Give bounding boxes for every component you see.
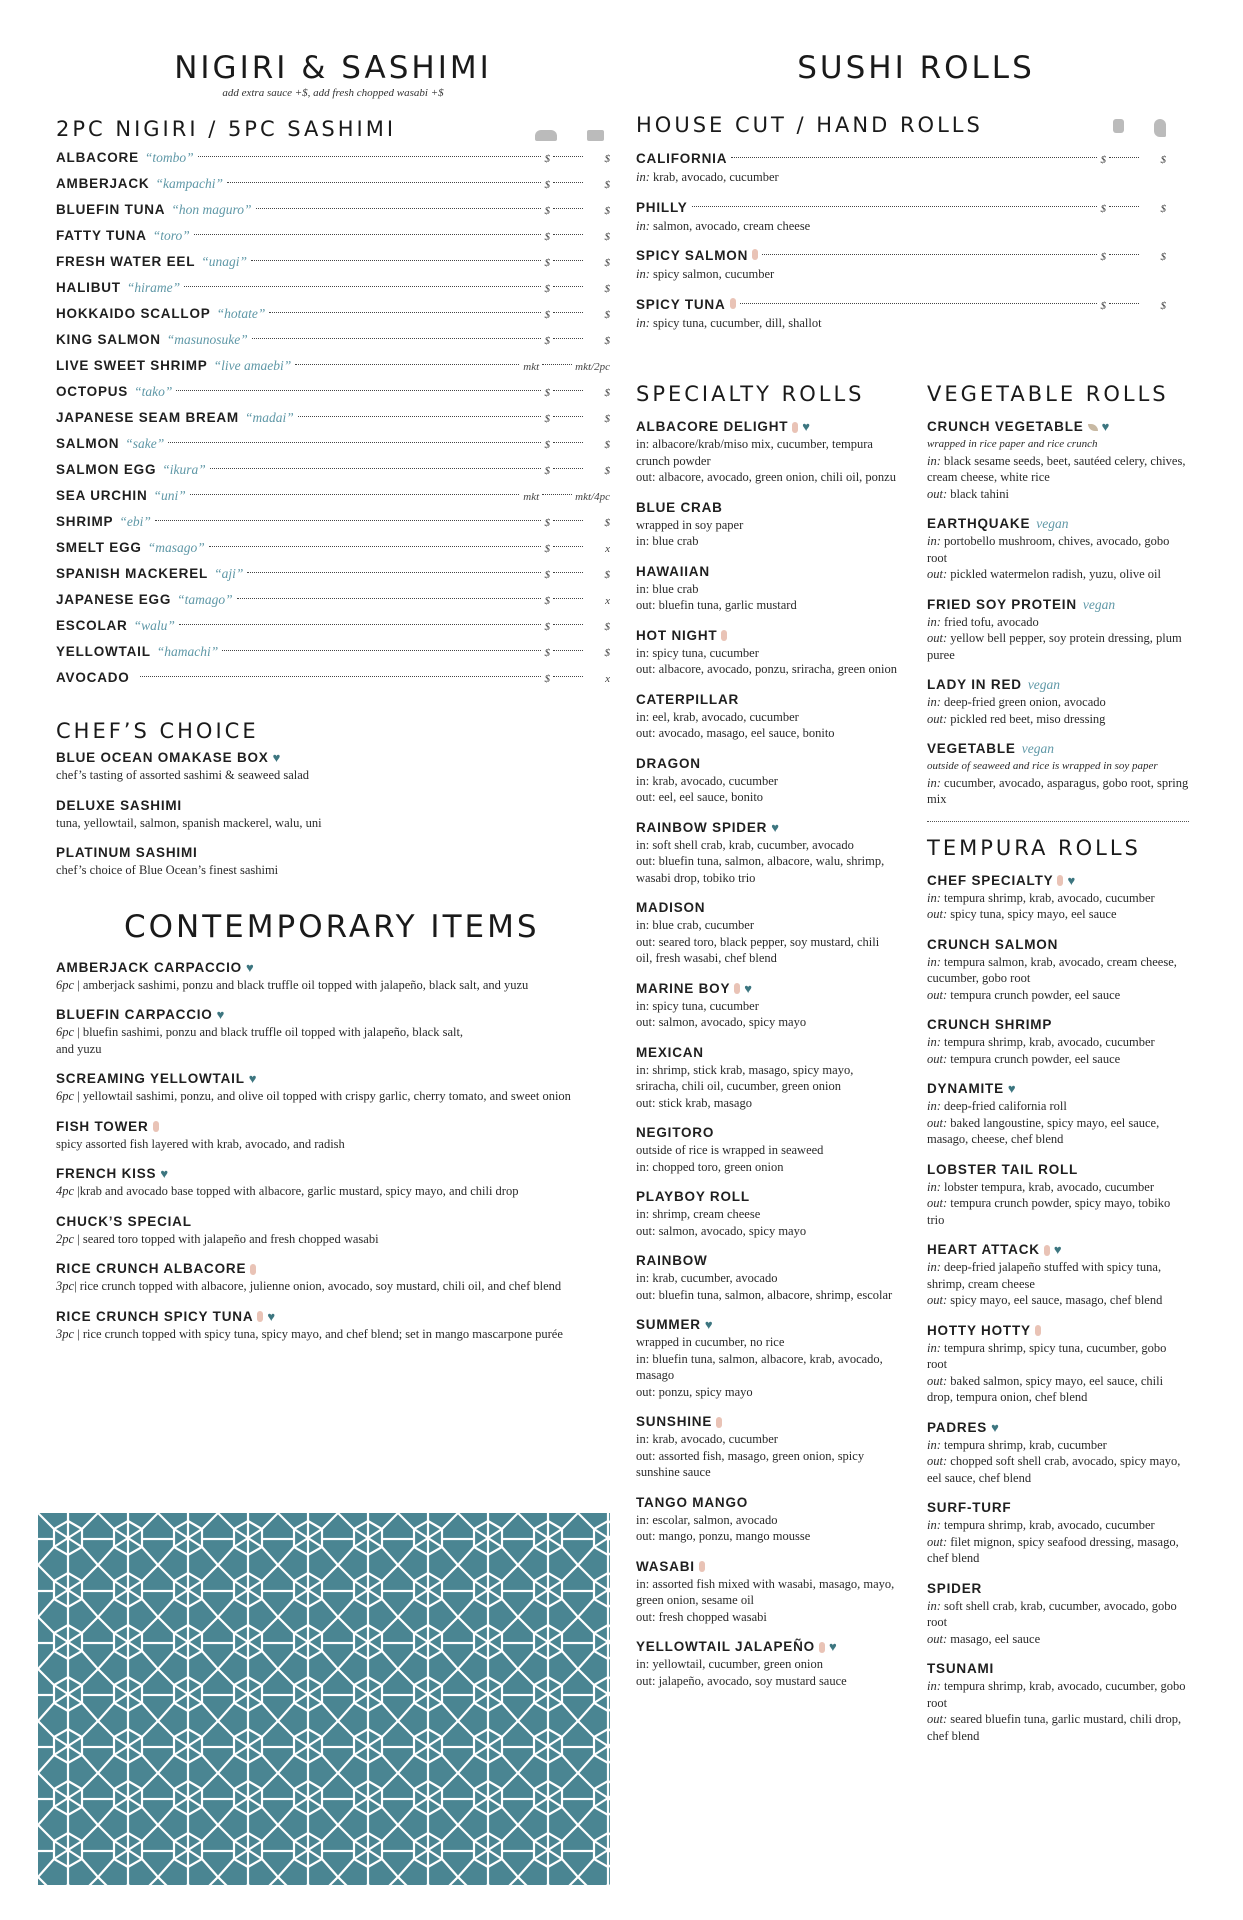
- vegetable-item: LADY IN RED vegan in: deep-fried green onion, avocado out: pickled red beet, miso dressing: [927, 677, 1106, 726]
- tempura-item: CHEF SPECIALTY ♥ in: tempura shrimp, krab, avocado, cucumber out: spicy tuna, spicy mayo, eel sauce: [927, 872, 1155, 921]
- veg-tempura-column: [927, 382, 1189, 1757]
- tempura-item: CRUNCH SALMON in: tempura salmon, krab, avocado, cream cheese, cucumber, gobo root out: tempura crunch powder, eel sauce: [927, 936, 1177, 1002]
- nigiri-row: SALMON EGG “ikura” $ $: [56, 462, 610, 477]
- heart-icon: ♥: [991, 1419, 1000, 1435]
- hand-roll-icon: [1154, 119, 1166, 137]
- specialty-item: SUMMER ♥ wrapped in cucumber, no rice in: bluefin tuna, salmon, albacore, krab, avocado, masago out: ponzu, spicy mayo: [636, 1317, 883, 1399]
- nigiri-row: KING SALMON “masunosuke” $ $: [56, 332, 610, 347]
- nigiri-row: ESCOLAR “walu” $ $: [56, 618, 610, 633]
- specialty-item: CATERPILLAR in: eel, krab, avocado, cucumber out: avocado, masago, eel sauce, bonito: [636, 691, 835, 740]
- specialty-item: ALBACORE DELIGHT ♥ in: albacore/krab/miso mix, cucumber, tempura crunch powder out: albacore, avocado, green onion, chili oil, ponzu: [636, 419, 896, 484]
- specialty-item: MADISON in: blue crab, cucumber out: seared toro, black pepper, soy mustard, chili oil, fresh wasabi, chef blend: [636, 900, 880, 965]
- tempura-item: SURF-TURF in: tempura shrimp, krab, avocado, cucumber out: filet mignon, spicy seafood dressing, masago, chef blend: [927, 1500, 1179, 1565]
- tempura-list: [927, 872, 1189, 1745]
- tempura-item: TSUNAMI in: tempura shrimp, krab, avocado, cucumber, gobo root out: seared bluefin tuna, garlic mustard, chili drop, chef blend: [927, 1661, 1186, 1743]
- vegetable-item: CRUNCH VEGETABLE ♥ wrapped in rice paper and rice crunch in: black sesame seeds, beet, sautéed celery, chives, cream cheese, white rice out: black tahini: [927, 419, 1186, 501]
- chili-icon: [730, 298, 736, 309]
- chili-icon: [699, 1561, 705, 1572]
- heart-icon: ♥: [245, 959, 255, 975]
- nigiri-row: JAPANESE SEAM BREAM “madai” $ $: [56, 410, 610, 425]
- chili-icon: [250, 1264, 256, 1275]
- contemporary-title: CONTEMPORARY ITEMS: [124, 908, 540, 945]
- chili-icon: [1044, 1245, 1050, 1256]
- heart-icon: ♥: [802, 419, 811, 434]
- contemporary-item: SCREAMING YELLOWTAIL ♥ 6pc | yellowtail sashimi, ponzu, and olive oil topped with crispy garlic, cherry tomato, and sweet onion: [56, 1071, 571, 1103]
- chili-icon: [1035, 1325, 1041, 1336]
- vegetable-item: VEGETABLE vegan outside of seaweed and rice is wrapped in soy paper in: cucumber, avocado, asparagus, gobo root, spring mix: [927, 741, 1189, 806]
- house-item: SPICY TUNA $ $ in: spicy tuna, cucumber, dill, shallot: [636, 296, 1166, 330]
- nigiri-row: SPANISH MACKEREL “aji” $ $: [56, 566, 610, 581]
- vegetable-item: EARTHQUAKE vegan in: portobello mushroom, chives, avocado, gobo root out: pickled watermelon radish, yuzu, olive oil: [927, 516, 1170, 581]
- contemporary-item: RICE CRUNCH ALBACORE 3pc| rice crunch topped with albacore, julienne onion, avocado, soy mustard, chili oil, and chef blend: [56, 1261, 562, 1293]
- chili-icon: [721, 630, 727, 641]
- contemporary-item: RICE CRUNCH SPICY TUNA ♥ 3pc | rice crunch topped with spicy tuna, spicy mayo, and chef blend; set in mango mascarpone purée: [56, 1308, 563, 1341]
- heart-icon: ♥: [771, 819, 780, 835]
- sushi-rolls-title: SUSHI ROLLS: [797, 50, 1035, 86]
- heart-icon: ♥: [704, 1317, 714, 1332]
- contemporary-item: CHUCK’S SPECIAL 2pc | seared toro topped with jalapeño and fresh chopped wasabi: [56, 1213, 379, 1246]
- nigiri-row: AMBERJACK “kampachi” $ $: [56, 176, 610, 191]
- heart-icon: ♥: [1067, 872, 1076, 888]
- nigiri-row: OCTOPUS “tako” $ $: [56, 384, 610, 399]
- nigiri-row: JAPANESE EGG “tamago” $ x: [56, 592, 610, 607]
- nigiri-row: YELLOWTAIL “hamachi” $ $: [56, 644, 610, 659]
- chefs-choice-list: [56, 749, 610, 879]
- specialty-item: NEGITORO outside of rice is wrapped in seaweed in: chopped toro, green onion: [636, 1125, 824, 1174]
- specialty-item: MEXICAN in: shrimp, stick krab, masago, spicy mayo, sriracha, chili oil, cucumber, green onion out: stick krab, masago: [636, 1044, 854, 1110]
- nigiri-row: SALMON “sake” $ $: [56, 436, 610, 451]
- extras-note: add extra sauce +$, add fresh chopped wasabi +$: [222, 87, 444, 99]
- specialty-item: MARINE BOY ♥ in: spicy tuna, cucumber out: salmon, avocado, spicy mayo: [636, 980, 807, 1029]
- vegetable-item: FRIED SOY PROTEIN vegan in: fried tofu, avocado out: yellow bell pepper, soy protein dressing, plum puree: [927, 596, 1182, 662]
- right-column: [636, 0, 1196, 343]
- chili-icon: [792, 422, 798, 433]
- specialty-item: YELLOWTAIL JALAPEÑO ♥ in: yellowtail, cucumber, green onion out: jalapeño, avocado, soy mustard sauce: [636, 1639, 847, 1688]
- specialty-item: PLAYBOY ROLL in: shrimp, cream cheese out: salmon, avocado, spicy mayo: [636, 1189, 807, 1238]
- specialty-item: HAWAIIAN in: blue crab out: bluefin tuna, garlic mustard: [636, 563, 797, 612]
- nigiri-row: SMELT EGG “masago” $ x: [56, 540, 610, 555]
- tempura-item: LOBSTER TAIL ROLL in: lobster tempura, krab, avocado, cucumber out: tempura crunch powder, spicy mayo, tobiko trio: [927, 1161, 1171, 1227]
- chili-icon: [1057, 875, 1063, 886]
- nigiri-row: SHRIMP “ebi” $ $: [56, 514, 610, 529]
- chef-item: PLATINUM SASHIMI chef’s choice of Blue Ocean’s finest sashimi: [56, 845, 279, 877]
- nigiri-row: LIVE SWEET SHRIMP “live amaebi” mkt mkt/2pc: [56, 358, 610, 373]
- nigiri-row: FATTY TUNA “toro” $ $: [56, 228, 610, 243]
- nigiri-list: [56, 145, 610, 691]
- tempura-item: HOTTY HOTTY in: tempura shrimp, spicy tuna, cucumber, gobo root out: baked salmon, spicy mayo, eel sauce, chili drop, tempura onion, chef blend: [927, 1322, 1167, 1404]
- heart-icon: ♥: [1053, 1242, 1063, 1257]
- specialty-item: TANGO MANGO in: escolar, salmon, avocado out: mango, ponzu, mango mousse: [636, 1494, 811, 1543]
- chef-item: BLUE OCEAN OMAKASE BOX ♥ chef’s tasting of assorted sashimi & seaweed salad: [56, 750, 310, 782]
- chili-icon: [716, 1417, 722, 1428]
- chef-item: DELUXE SASHIMI tuna, yellowtail, salmon, spanish mackerel, walu, uni: [56, 797, 322, 830]
- leaf-icon: [1088, 424, 1098, 431]
- tempura-item: DYNAMITE ♥ in: deep-fried california roll out: baked langoustine, spicy mayo, eel sauce, masago, cheese, chef blend: [927, 1081, 1160, 1146]
- house-item: CALIFORNIA $ $ in: krab, avocado, cucumber: [636, 151, 1166, 184]
- specialty-item: WASABI in: assorted fish mixed with wasabi, masago, mayo, green onion, sesame oil out: fresh chopped wasabi: [636, 1558, 895, 1624]
- tempura-item: SPIDER in: soft shell crab, krab, cucumber, avocado, gobo root out: masago, eel sauce: [927, 1580, 1177, 1646]
- chili-icon: [752, 249, 758, 260]
- specialty-item: HOT NIGHT in: spicy tuna, cucumber out: albacore, avocado, ponzu, sriracha, green onion: [636, 627, 898, 676]
- cut-roll-icon: [1113, 119, 1124, 133]
- chili-icon: [257, 1311, 263, 1322]
- chili-icon: [734, 983, 740, 994]
- heart-icon: ♥: [160, 1166, 169, 1181]
- left-column: [56, 0, 610, 1355]
- nigiri-sashimi-title: NIGIRI & SASHIMI: [174, 50, 492, 86]
- house-item: PHILLY $ $ in: salmon, avocado, cream cheese: [636, 199, 1166, 233]
- geometric-pattern-image: [38, 1513, 610, 1885]
- heart-icon: ♥: [1007, 1081, 1017, 1096]
- house-list: [636, 149, 1166, 331]
- nigiri-row: FRESH WATER EEL “unagi” $ $: [56, 254, 610, 269]
- house-heading: HOUSE CUT / HAND ROLLS: [636, 113, 983, 137]
- specialty-item: RAINBOW SPIDER ♥ in: soft shell crab, krab, cucumber, avocado out: bluefin tuna, salmon, albacore, walu, shrimp, wasabi drop, tobiko trio: [636, 819, 885, 885]
- contemporary-item: FRENCH KISS ♥ 4pc |krab and avocado base topped with albacore, garlic mustard, spicy mayo, and chili drop: [56, 1166, 519, 1198]
- house-heading-row: [636, 113, 1196, 137]
- tempura-heading: TEMPURA ROLLS: [927, 835, 1141, 860]
- nigiri-row: SEA URCHIN “uni” mkt mkt/4pc: [56, 488, 610, 503]
- nigiri-row: BLUEFIN TUNA “hon maguro” $ $: [56, 202, 610, 217]
- vegetable-list: [927, 418, 1189, 808]
- heart-icon: ♥: [267, 1308, 276, 1324]
- vegetable-heading: VEGETABLE ROLLS: [927, 382, 1169, 406]
- heart-icon: ♥: [1101, 419, 1111, 434]
- contemporary-list: [56, 959, 610, 1343]
- sashimi-icon: [587, 130, 604, 141]
- contemporary-item: FISH TOWER spicy assorted fish layered with krab, avocado, and radish: [56, 1118, 345, 1151]
- nigiri-heading-row: [56, 117, 610, 141]
- chili-icon: [153, 1121, 159, 1132]
- heart-icon: ♥: [744, 980, 753, 996]
- nigiri-row: ALBACORE “tombo” $ $: [56, 150, 610, 165]
- specialty-item: DRAGON in: krab, avocado, cucumber out: eel, eel sauce, bonito: [636, 755, 778, 804]
- nigiri-heading: 2PC NIGIRI / 5PC SASHIMI: [56, 117, 397, 141]
- nigiri-row: AVOCADO $ x: [56, 670, 610, 685]
- heart-icon: ♥: [828, 1639, 838, 1654]
- nigiri-icon: [535, 130, 557, 141]
- specialty-list: [636, 418, 898, 1689]
- house-item: SPICY SALMON $ $ in: spicy salmon, cucumber: [636, 248, 1166, 281]
- nigiri-row: HALIBUT “hirame” $ $: [56, 280, 610, 295]
- specialty-item: BLUE CRAB wrapped in soy paper in: blue crab: [636, 499, 744, 548]
- heart-icon: ♥: [248, 1071, 258, 1086]
- nigiri-row: HOKKAIDO SCALLOP “hotate” $ $: [56, 306, 610, 321]
- tempura-item: HEART ATTACK ♥ in: deep-fried jalapeño stuffed with spicy tuna, shrimp, cream cheese out: spicy mayo, eel sauce, masago, chef blend: [927, 1242, 1163, 1307]
- specialty-item: RAINBOW in: krab, cucumber, avocado out: bluefin tuna, salmon, albacore, shrimp, escolar: [636, 1253, 893, 1302]
- heart-icon: ♥: [272, 750, 282, 765]
- tempura-item: PADRES ♥ in: tempura shrimp, krab, cucumber out: chopped soft shell crab, avocado, spicy mayo, eel sauce, chef blend: [927, 1419, 1181, 1485]
- heart-icon: ♥: [216, 1007, 226, 1022]
- specialty-column: [636, 382, 898, 1702]
- tempura-item: CRUNCH SHRIMP in: tempura shrimp, krab, avocado, cucumber out: tempura crunch powder, eel sauce: [927, 1017, 1155, 1066]
- contemporary-item: BLUEFIN CARPACCIO ♥ 6pc | bluefin sashimi, ponzu and black truffle oil topped with jalapeño, black salt, and yuzu: [56, 1007, 464, 1056]
- contemporary-item: AMBERJACK CARPACCIO ♥ 6pc | amberjack sashimi, ponzu and black truffle oil topped with jalapeño, black salt, and yuzu: [56, 959, 529, 992]
- chefs-choice-heading: CHEF’S CHOICE: [56, 719, 259, 743]
- specialty-heading: SPECIALTY ROLLS: [636, 382, 865, 406]
- section-divider: [927, 821, 1189, 822]
- chili-icon: [819, 1642, 825, 1653]
- specialty-item: SUNSHINE in: krab, avocado, cucumber out: assorted fish, masago, green onion, spicy sunshine sauce: [636, 1414, 865, 1479]
